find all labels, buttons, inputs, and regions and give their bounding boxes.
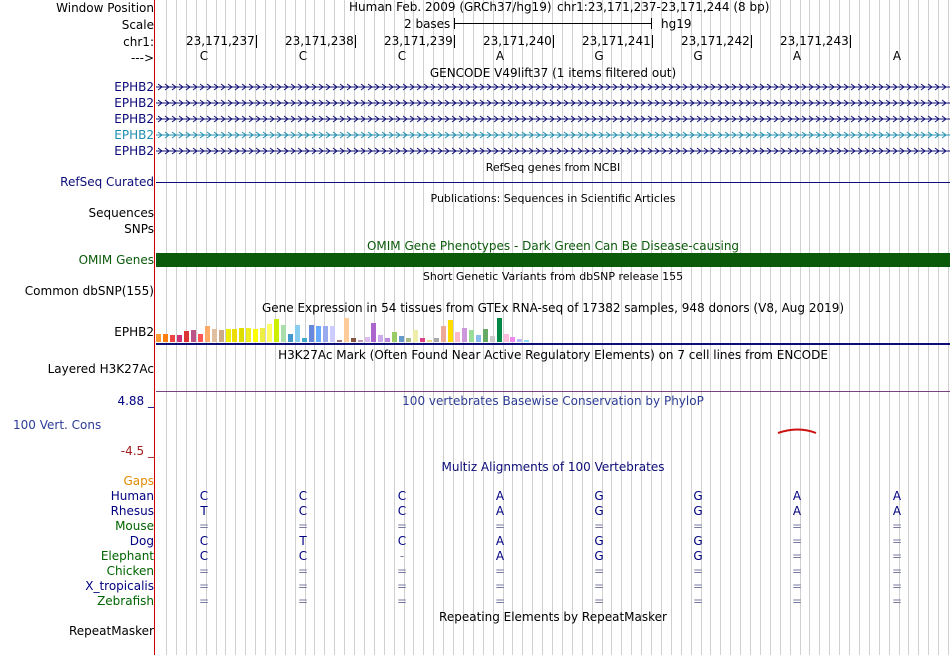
gencode-transcript-label[interactable]: EPHB2 bbox=[114, 96, 154, 110]
gtex-tissue-bar[interactable] bbox=[351, 338, 356, 342]
alignment-base: = bbox=[494, 564, 506, 578]
omim-gene-bar[interactable] bbox=[156, 253, 950, 267]
alignment-base: = bbox=[791, 534, 803, 548]
ruler-coordinate: 23,171,243 bbox=[780, 34, 849, 48]
repeatmasker-track-label[interactable]: RepeatMasker bbox=[68, 624, 154, 638]
species-label[interactable]: Rhesus bbox=[110, 504, 154, 518]
strand-arrow-label: ---> bbox=[130, 51, 154, 65]
alignment-base: = bbox=[791, 564, 803, 578]
species-label[interactable]: Mouse bbox=[115, 519, 154, 533]
alignment-base: A bbox=[892, 489, 902, 503]
gtex-tissue-bar[interactable] bbox=[170, 335, 175, 342]
snps-track-label[interactable]: SNPs bbox=[124, 222, 154, 236]
gtex-tissue-bar[interactable] bbox=[344, 318, 349, 342]
alignment-base: = bbox=[494, 594, 506, 608]
ruler-base: G bbox=[693, 49, 703, 63]
alignment-base: G bbox=[594, 534, 604, 548]
ruler-tick bbox=[256, 35, 257, 48]
scale-label: Scale bbox=[121, 18, 154, 32]
gtex-tissue-bar[interactable] bbox=[427, 340, 432, 342]
ruler-coordinate: 23,171,241 bbox=[582, 34, 651, 48]
alignment-base: = bbox=[692, 594, 704, 608]
alignment-base: A bbox=[495, 534, 505, 548]
alignment-base: A bbox=[792, 489, 802, 503]
gtex-tissue-bar[interactable] bbox=[316, 326, 321, 342]
ruler-base: C bbox=[298, 49, 308, 63]
publications-track-title: Publications: Sequences in Scientific Articles bbox=[430, 192, 676, 205]
gencode-transcript-line[interactable] bbox=[156, 98, 950, 108]
alignment-base: A bbox=[495, 549, 505, 563]
species-label[interactable]: X_tropicalis bbox=[85, 579, 154, 593]
ruler-tick bbox=[652, 35, 653, 48]
gtex-tissue-bar[interactable] bbox=[441, 326, 446, 342]
phylop-ymax: 4.88 _ bbox=[117, 394, 154, 408]
gtex-tissue-bar[interactable] bbox=[371, 323, 376, 342]
phylop-signal bbox=[776, 426, 820, 438]
alignment-base: = bbox=[198, 519, 210, 533]
gtex-gene-line bbox=[156, 343, 950, 345]
gencode-transcript-line[interactable] bbox=[156, 114, 950, 124]
alignment-base: = bbox=[891, 579, 903, 593]
gencode-transcript-line[interactable] bbox=[156, 130, 950, 140]
ruler-coordinate: 23,171,242 bbox=[681, 34, 750, 48]
alignment-base: C bbox=[298, 489, 308, 503]
alignment-base: G bbox=[594, 504, 604, 518]
scale-text: 2 bases bbox=[404, 17, 451, 31]
gtex-tissue-bar[interactable] bbox=[483, 329, 488, 342]
ruler-tick bbox=[355, 35, 356, 48]
gtex-tissue-bar[interactable] bbox=[434, 338, 439, 342]
ruler-coordinate: 23,171,239 bbox=[384, 34, 453, 48]
gtex-tissue-bar[interactable] bbox=[205, 326, 210, 342]
gtex-tissue-bar[interactable] bbox=[246, 328, 251, 342]
gtex-tissue-bar[interactable] bbox=[510, 337, 515, 342]
alignment-base: = bbox=[198, 594, 210, 608]
phylop-track-title: 100 vertebrates Basewise Conservation by PhyloP bbox=[402, 394, 704, 408]
gtex-tissue-bar[interactable] bbox=[504, 334, 509, 342]
alignment-base: = bbox=[198, 579, 210, 593]
dbsnp-track-label[interactable]: Common dbSNP(155) bbox=[24, 284, 154, 298]
gtex-tissue-bar[interactable] bbox=[156, 334, 161, 342]
alignment-base: C bbox=[298, 549, 308, 563]
alignment-base: = bbox=[297, 579, 309, 593]
alignment-base: = bbox=[494, 579, 506, 593]
alignment-base: = bbox=[593, 564, 605, 578]
gencode-transcript-line[interactable] bbox=[156, 82, 950, 92]
gtex-tissue-bar[interactable] bbox=[253, 329, 258, 342]
species-label[interactable]: Human bbox=[110, 489, 154, 503]
ruler-base: C bbox=[397, 49, 407, 63]
gtex-tissue-bar[interactable] bbox=[302, 338, 307, 342]
gtex-tissue-bar[interactable] bbox=[198, 334, 203, 342]
alignment-base: = bbox=[494, 519, 506, 533]
ruler-tick bbox=[553, 35, 554, 48]
window-position-label: Window Position bbox=[56, 1, 154, 15]
sequences-track-label[interactable]: Sequences bbox=[88, 206, 154, 220]
ruler-base: A bbox=[792, 49, 802, 63]
gtex-tissue-bar[interactable] bbox=[469, 330, 474, 342]
alignment-base: T bbox=[200, 504, 208, 518]
gtex-tissue-bar[interactable] bbox=[281, 325, 286, 342]
alignment-base: = bbox=[891, 534, 903, 548]
gtex-tissue-bar[interactable] bbox=[330, 326, 335, 342]
alignment-base: G bbox=[693, 504, 703, 518]
gtex-tissue-bar[interactable] bbox=[163, 334, 168, 342]
alignment-base: = bbox=[297, 519, 309, 533]
ruler-coordinate: 23,171,237 bbox=[186, 34, 255, 48]
alignment-base: C bbox=[397, 489, 407, 503]
gtex-tissue-bar[interactable] bbox=[524, 340, 529, 342]
alignment-base: C bbox=[199, 489, 209, 503]
multiz-track-title: Multiz Alignments of 100 Vertebrates bbox=[441, 460, 665, 474]
omim-track-title: OMIM Gene Phenotypes - Dark Green Can Be Disease-causing bbox=[366, 239, 740, 253]
gtex-tissue-bar[interactable] bbox=[365, 337, 370, 342]
gtex-tissue-bar[interactable] bbox=[191, 330, 196, 342]
alignment-base: = bbox=[791, 579, 803, 593]
track-label-separator bbox=[154, 0, 155, 655]
alignment-base: = bbox=[396, 564, 408, 578]
gtex-tissue-bar[interactable] bbox=[517, 339, 522, 342]
ruler-base: G bbox=[594, 49, 604, 63]
alignment-base: = bbox=[396, 579, 408, 593]
alignment-base: = bbox=[791, 549, 803, 563]
alignment-base: = bbox=[593, 579, 605, 593]
alignment-base: = bbox=[891, 594, 903, 608]
alignment-base: = bbox=[891, 549, 903, 563]
ruler-tick bbox=[454, 35, 455, 48]
gtex-tissue-bar[interactable] bbox=[212, 329, 217, 342]
refseq-gene-line[interactable] bbox=[156, 182, 950, 183]
alignment-base: G bbox=[693, 534, 703, 548]
refseq-track-title: RefSeq genes from NCBI bbox=[485, 161, 621, 174]
gencode-transcript-label[interactable]: EPHB2 bbox=[114, 128, 154, 142]
gtex-track-title: Gene Expression in 54 tissues from GTEx RNA-seq of 17382 samples, 948 donors (V8, Aug 2019) bbox=[261, 301, 845, 315]
gtex-tissue-bar[interactable] bbox=[413, 330, 418, 342]
gtex-tissue-bar[interactable] bbox=[219, 330, 224, 342]
scale-bar-right-tick bbox=[651, 18, 652, 29]
alignment-base: C bbox=[199, 534, 209, 548]
gtex-tissue-bar[interactable] bbox=[448, 320, 453, 342]
ruler-tick bbox=[751, 35, 752, 48]
alignment-base: C bbox=[298, 504, 308, 518]
gencode-transcript-line[interactable] bbox=[156, 146, 950, 156]
gtex-tissue-bar[interactable] bbox=[378, 335, 383, 342]
scale-bar bbox=[454, 23, 652, 24]
alignment-base: = bbox=[297, 564, 309, 578]
alignment-base: A bbox=[792, 504, 802, 518]
gtex-tissue-bar[interactable] bbox=[323, 326, 328, 342]
gencode-transcript-label[interactable]: EPHB2 bbox=[114, 112, 154, 126]
gtex-tissue-bar[interactable] bbox=[490, 336, 495, 342]
gtex-tissue-bar[interactable] bbox=[309, 325, 314, 342]
dbsnp-track-title: Short Genetic Variants from dbSNP release 155 bbox=[422, 270, 684, 283]
ruler-tick bbox=[850, 35, 851, 48]
h3k27ac-track-title: H3K27Ac Mark (Often Found Near Active Regulatory Elements) on 7 cell lines from ENCODE bbox=[278, 348, 828, 362]
alignment-base: C bbox=[397, 504, 407, 518]
alignment-base: = bbox=[396, 594, 408, 608]
db-name: hg19 bbox=[661, 17, 692, 31]
gtex-tissue-bar[interactable] bbox=[358, 340, 363, 342]
h3k27ac-baseline bbox=[156, 391, 950, 392]
alignment-base: = bbox=[593, 519, 605, 533]
gencode-transcript-label[interactable]: EPHB2 bbox=[114, 144, 154, 158]
gtex-tissue-bar[interactable] bbox=[177, 335, 182, 342]
alignment-base: = bbox=[791, 519, 803, 533]
omim-track-label[interactable]: OMIM Genes bbox=[78, 253, 154, 267]
gtex-tissue-bar[interactable] bbox=[337, 340, 342, 342]
alignment-base: - bbox=[399, 549, 405, 563]
species-label[interactable]: Zebrafish bbox=[97, 594, 154, 608]
gtex-tissue-bar[interactable] bbox=[288, 334, 293, 342]
phylop-track-label[interactable]: 100 Vert. Cons bbox=[13, 418, 102, 432]
species-label[interactable]: Chicken bbox=[106, 564, 154, 578]
alignment-base: G bbox=[693, 549, 703, 563]
alignment-base: A bbox=[495, 489, 505, 503]
phylop-ymin: -4.5 _ bbox=[120, 444, 154, 458]
gtex-tissue-bar[interactable] bbox=[420, 338, 425, 342]
alignment-base: = bbox=[891, 564, 903, 578]
gtex-tissue-bar[interactable] bbox=[295, 325, 300, 342]
gtex-tissue-bar[interactable] bbox=[385, 338, 390, 342]
alignment-base: = bbox=[791, 594, 803, 608]
gtex-tissue-bar[interactable] bbox=[476, 335, 481, 342]
alignment-base: = bbox=[593, 594, 605, 608]
species-label[interactable]: Dog bbox=[129, 534, 154, 548]
alignment-base: = bbox=[297, 594, 309, 608]
alignment-base: C bbox=[199, 549, 209, 563]
position-text[interactable]: chr1:23,171,237-23,171,244 (8 bp) bbox=[557, 0, 770, 14]
alignment-base: = bbox=[891, 519, 903, 533]
h3k27ac-track-label[interactable]: Layered H3K27Ac bbox=[47, 362, 154, 376]
repeatmasker-track-title: Repeating Elements by RepeatMasker bbox=[439, 610, 667, 624]
alignment-base: G bbox=[594, 549, 604, 563]
ruler-base: A bbox=[495, 49, 505, 63]
gtex-tissue-bar[interactable] bbox=[239, 328, 244, 342]
gtex-tissue-bar[interactable] bbox=[462, 328, 467, 342]
gtex-gene-label[interactable]: EPHB2 bbox=[114, 325, 154, 339]
gtex-tissue-bar[interactable] bbox=[497, 318, 502, 342]
assembly-name: Human Feb. 2009 (GRCh37/hg19) bbox=[349, 0, 552, 14]
refseq-track-label[interactable]: RefSeq Curated bbox=[60, 175, 154, 189]
gtex-tissue-bar[interactable] bbox=[406, 338, 411, 342]
chr-label: chr1: bbox=[123, 35, 154, 49]
alignment-base: = bbox=[396, 519, 408, 533]
gtex-tissue-bar[interactable] bbox=[399, 336, 404, 342]
ruler-base: C bbox=[199, 49, 209, 63]
gtex-tissue-bar[interactable] bbox=[260, 328, 265, 342]
gaps-label: Gaps bbox=[123, 474, 154, 488]
alignment-base: G bbox=[594, 489, 604, 503]
alignment-base: = bbox=[692, 519, 704, 533]
gtex-tissue-bar[interactable] bbox=[232, 329, 237, 342]
ruler-coordinate: 23,171,238 bbox=[285, 34, 354, 48]
alignment-base: A bbox=[495, 504, 505, 518]
alignment-base: G bbox=[693, 489, 703, 503]
gtex-tissue-bar[interactable] bbox=[184, 331, 189, 342]
gtex-tissue-bar[interactable] bbox=[267, 324, 272, 342]
gtex-tissue-bar[interactable] bbox=[392, 332, 397, 342]
alignment-base: = bbox=[198, 564, 210, 578]
alignment-base: C bbox=[397, 534, 407, 548]
gtex-tissue-bar[interactable] bbox=[455, 332, 460, 342]
alignment-base: = bbox=[692, 579, 704, 593]
gtex-tissue-bar[interactable] bbox=[226, 329, 231, 342]
gencode-track-title: GENCODE V49lift37 (1 items filtered out) bbox=[429, 66, 677, 80]
gtex-tissue-bar[interactable] bbox=[274, 319, 279, 342]
gencode-transcript-label[interactable]: EPHB2 bbox=[114, 80, 154, 94]
ruler-base: A bbox=[892, 49, 902, 63]
species-label[interactable]: Elephant bbox=[100, 549, 154, 563]
scale-bar-left-tick bbox=[454, 18, 455, 29]
ruler-coordinate: 23,171,240 bbox=[483, 34, 552, 48]
alignment-base: T bbox=[299, 534, 307, 548]
alignment-base: A bbox=[892, 504, 902, 518]
alignment-base: = bbox=[692, 564, 704, 578]
